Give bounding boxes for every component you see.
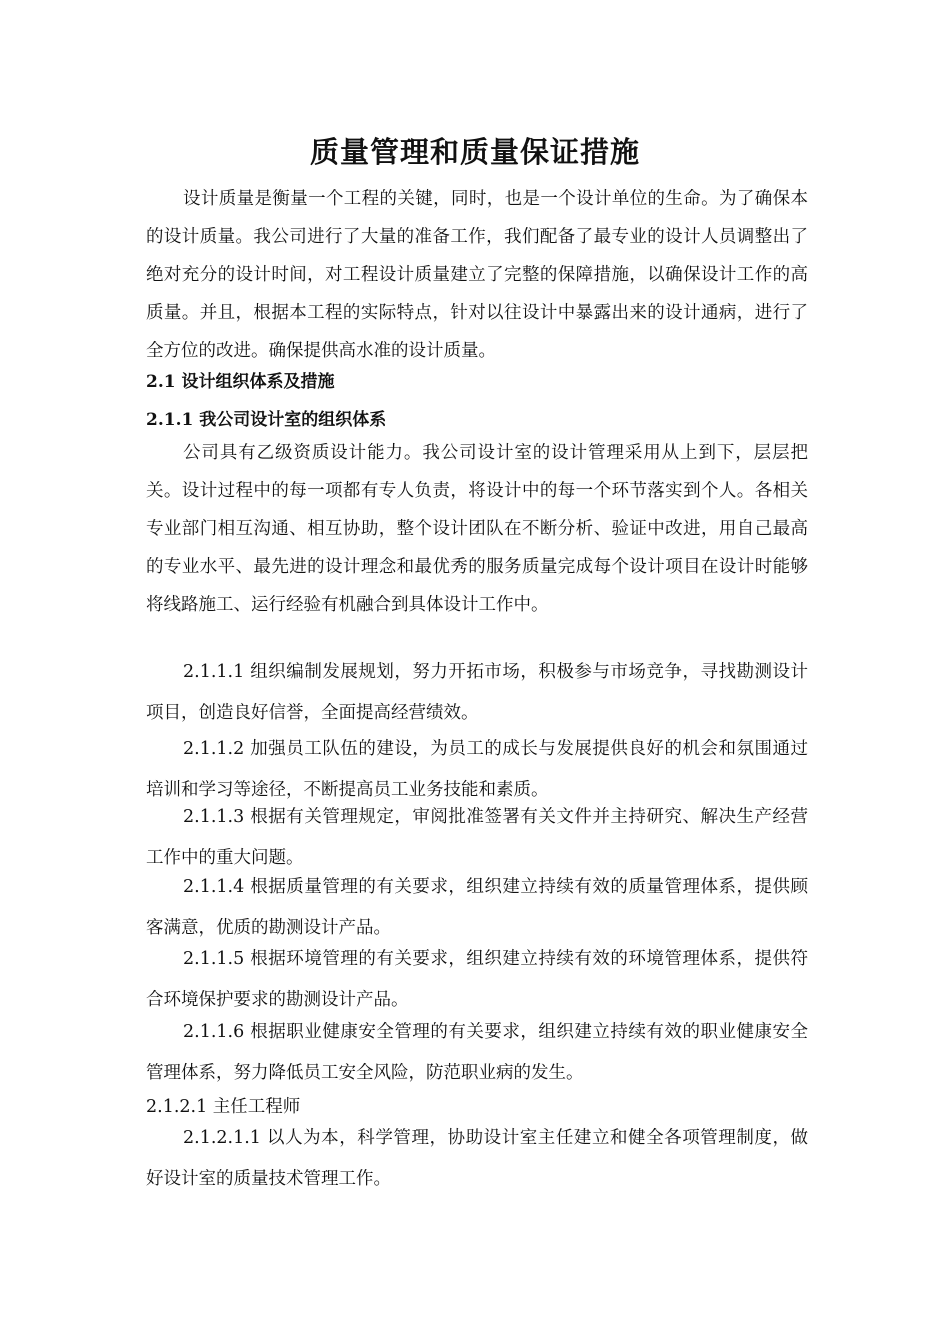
list-item-2-1-1-6: 2.1.1.6 根据职业健康安全管理的有关要求，组织建立持续有效的职业健康安全管理体系，努力降低员工安全风险，防范职业病的发生。 <box>146 1022 808 1083</box>
subsection-heading-2-1-2-1: 2.1.2.1 主任工程师 <box>146 1097 301 1117</box>
org-paragraph: 公司具有乙级资质设计能力。我公司设计室的设计管理采用从上到下，层层把关。设计过程中的每一项都有专人负责，将设计中的每一个环节落实到个人。各相关专业部门相互沟通、相互协助，整个设计团队在不断分析、验证中改进，用自己最高的专业水平、最先进的设计理念和最优秀的服务质量完成每个设计项目在设计时能够将线路施工、运行经验有机融合到具体设计工作中。 <box>146 443 808 615</box>
intro-paragraph: 设计质量是衡量一个工程的关键，同时，也是一个设计单位的生命。为了确保本的设计质量。我公司进行了大量的准备工作，我们配备了最专业的设计人员调整出了绝对充分的设计时间，对工程设计质量建立了完整的保障措施，以确保设计工作的高质量。并且，根据本工程的实际特点，针对以往设计中暴露出来的设计通病，进行了全方位的改进。确保提供高水准的设计质量。 <box>146 189 808 361</box>
list-item-2-1-1-3: 2.1.1.3 根据有关管理规定，审阅批准签署有关文件并主持研究、解决生产经营工作中的重大问题。 <box>146 807 808 868</box>
page-title: 质量管理和质量保证措施 <box>309 135 640 169</box>
list-item-2-1-1-4: 2.1.1.4 根据质量管理的有关要求，组织建立持续有效的质量管理体系，提供顾客满意，优质的勘测设计产品。 <box>146 877 808 938</box>
list-item-2-1-2-1-1: 2.1.2.1.1 以人为本，科学管理，协助设计室主任建立和健全各项管理制度，做好设计室的质量技术管理工作。 <box>146 1128 808 1189</box>
list-item-2-1-1-5: 2.1.1.5 根据环境管理的有关要求，组织建立持续有效的环境管理体系，提供符合环境保护要求的勘测设计产品。 <box>146 949 808 1010</box>
list-item-2-1-1-1: 2.1.1.1 组织编制发展规划，努力开拓市场，积极参与市场竞争，寻找勘测设计项目，创造良好信誉，全面提高经营绩效。 <box>146 662 808 723</box>
section-heading-2-1-1: 2.1.1 我公司设计室的组织体系 <box>146 410 387 430</box>
section-heading-2-1: 2.1 设计组织体系及措施 <box>146 372 335 392</box>
list-item-2-1-1-2: 2.1.1.2 加强员工队伍的建设，为员工的成长与发展提供良好的机会和氛围通过培训和学习等途径，不断提高员工业务技能和素质。 <box>146 739 808 800</box>
